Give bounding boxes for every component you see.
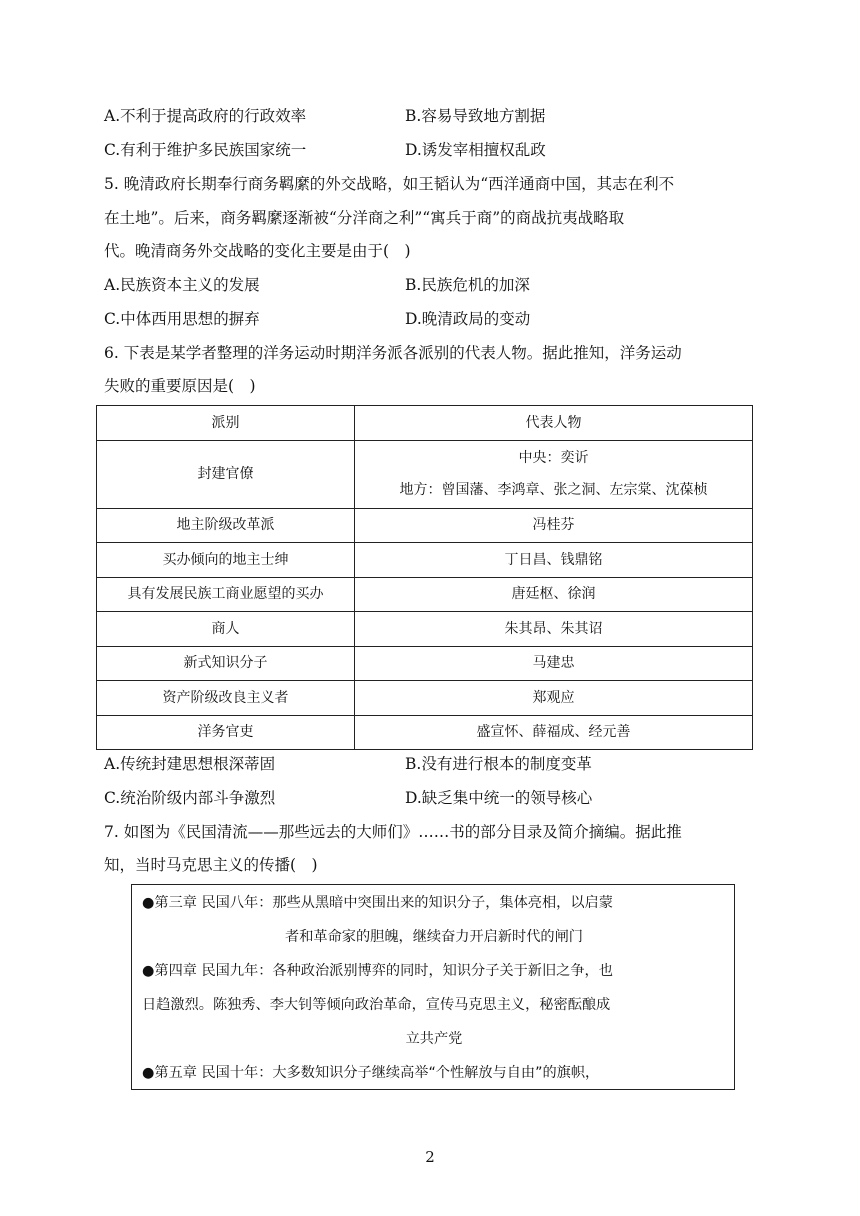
- q7-excerpt-box: [131, 884, 735, 1090]
- excerpt-line: ●第五章 民国十年：大多数知识分子继续高举“个性解放与自由”的旗帜，: [142, 1065, 600, 1081]
- table-row: [97, 715, 753, 750]
- table-cell-people: 冯桂芬: [355, 508, 753, 543]
- q6-option-c: C.统治阶级内部斗争激烈: [104, 789, 276, 807]
- q4-option-a: A.不利于提高政府的行政效率: [104, 107, 307, 125]
- q5-stem-line3: 代。晚清商务外交战略的变化主要是由于( ): [104, 242, 411, 260]
- q5-stem-line1: 5. 晚清政府长期奉行商务羁縻的外交战略，如王韬认为“西洋通商中国，其志在利不: [104, 175, 675, 193]
- q6-stem-line1: 6. 下表是某学者整理的洋务运动时期洋务派各派别的代表人物。据此推知，洋务运动: [104, 344, 682, 362]
- q6-option-a: A.传统封建思想根深蒂固: [104, 755, 276, 773]
- q5-option-d: D.晚清政局的变动: [405, 310, 531, 328]
- table-cell-faction: 地主阶级改革派: [97, 508, 355, 543]
- excerpt-line: ●第三章 民国八年：那些从黑暗中突围出来的知识分子，集体亮相，以启蒙: [142, 895, 613, 911]
- table-row: [97, 577, 753, 612]
- table-cell-faction: 新式知识分子: [97, 646, 355, 681]
- table-cell-faction: 商人: [97, 612, 355, 647]
- q4-option-d: D.诱发宰相擅权乱政: [405, 141, 546, 159]
- q6-stem-line2: 失败的重要原因是( ): [104, 377, 256, 395]
- excerpt-line: 者和革命家的胆魄，继续奋力开启新时代的闸门: [285, 929, 583, 945]
- table-cell-people: 朱其昂、朱其诏: [355, 612, 753, 647]
- excerpt-line: 日趋激烈。陈独秀、李大钊等倾向政治革命，宣传马克思主义，秘密酝酿成: [142, 997, 611, 1013]
- excerpt-line: ●第四章 民国九年：各种政治派别博弈的同时，知识分子关于新旧之争，也: [142, 963, 613, 979]
- q7-stem-line2: 知，当时马克思主义的传播( ): [104, 856, 318, 874]
- q4-option-c: C.有利于维护多民族国家统一: [104, 141, 307, 159]
- q5-stem-line2: 在土地”。后来，商务羁縻逐渐被“分洋商之利”“寓兵于商”的商战抗夷战略取: [104, 209, 625, 227]
- table-cell-people-line: 中央：奕䜣: [518, 450, 589, 466]
- table-header-people: 代表人物: [355, 406, 753, 441]
- table-row: [97, 543, 753, 578]
- table-row: [97, 612, 753, 647]
- table-cell-people: 盛宣怀、薛福成、经元善: [355, 715, 753, 750]
- q7-stem-line1: 7. 如图为《民国清流——那些远去的大师们》……书的部分目录及简介摘编。据此推: [104, 823, 682, 841]
- table-cell-people: 丁日昌、钱鼎铭: [355, 543, 753, 578]
- table-cell-people: [355, 440, 753, 508]
- excerpt-line: 立共产党: [405, 1031, 463, 1047]
- table-cell-faction: 买办倾向的地主士绅: [97, 543, 355, 578]
- q4-option-b: B.容易导致地方割据: [405, 107, 546, 125]
- table-cell-faction: 资产阶级改良主义者: [97, 681, 355, 716]
- table-row: [97, 681, 753, 716]
- table-row: [97, 508, 753, 543]
- table-cell-people: 马建忠: [355, 646, 753, 681]
- table-row: [97, 646, 753, 681]
- q5-option-c: C.中体西用思想的摒弃: [104, 310, 260, 328]
- q6-option-d: D.缺乏集中统一的领导核心: [405, 789, 593, 807]
- table-cell-people: 郑观应: [355, 681, 753, 716]
- table-cell-people: 唐廷枢、徐润: [355, 577, 753, 612]
- q6-option-b: B.没有进行根本的制度变革: [405, 755, 592, 773]
- page-number: 2: [425, 1148, 435, 1166]
- table-header-faction: 派别: [97, 406, 355, 441]
- q5-option-b: B.民族危机的加深: [405, 276, 530, 294]
- table-cell-people-line: 地方：曾国藩、李鸿章、张之洞、左宗棠、沈葆桢: [399, 482, 708, 498]
- table-cell-faction: 封建官僚: [97, 440, 355, 508]
- table-row: [97, 440, 753, 508]
- q6-table: [96, 405, 753, 750]
- table-cell-faction: 洋务官吏: [97, 715, 355, 750]
- q5-option-a: A.民族资本主义的发展: [104, 276, 260, 294]
- table-header-row: [97, 406, 753, 441]
- table-cell-faction: 具有发展民族工商业愿望的买办: [97, 577, 355, 612]
